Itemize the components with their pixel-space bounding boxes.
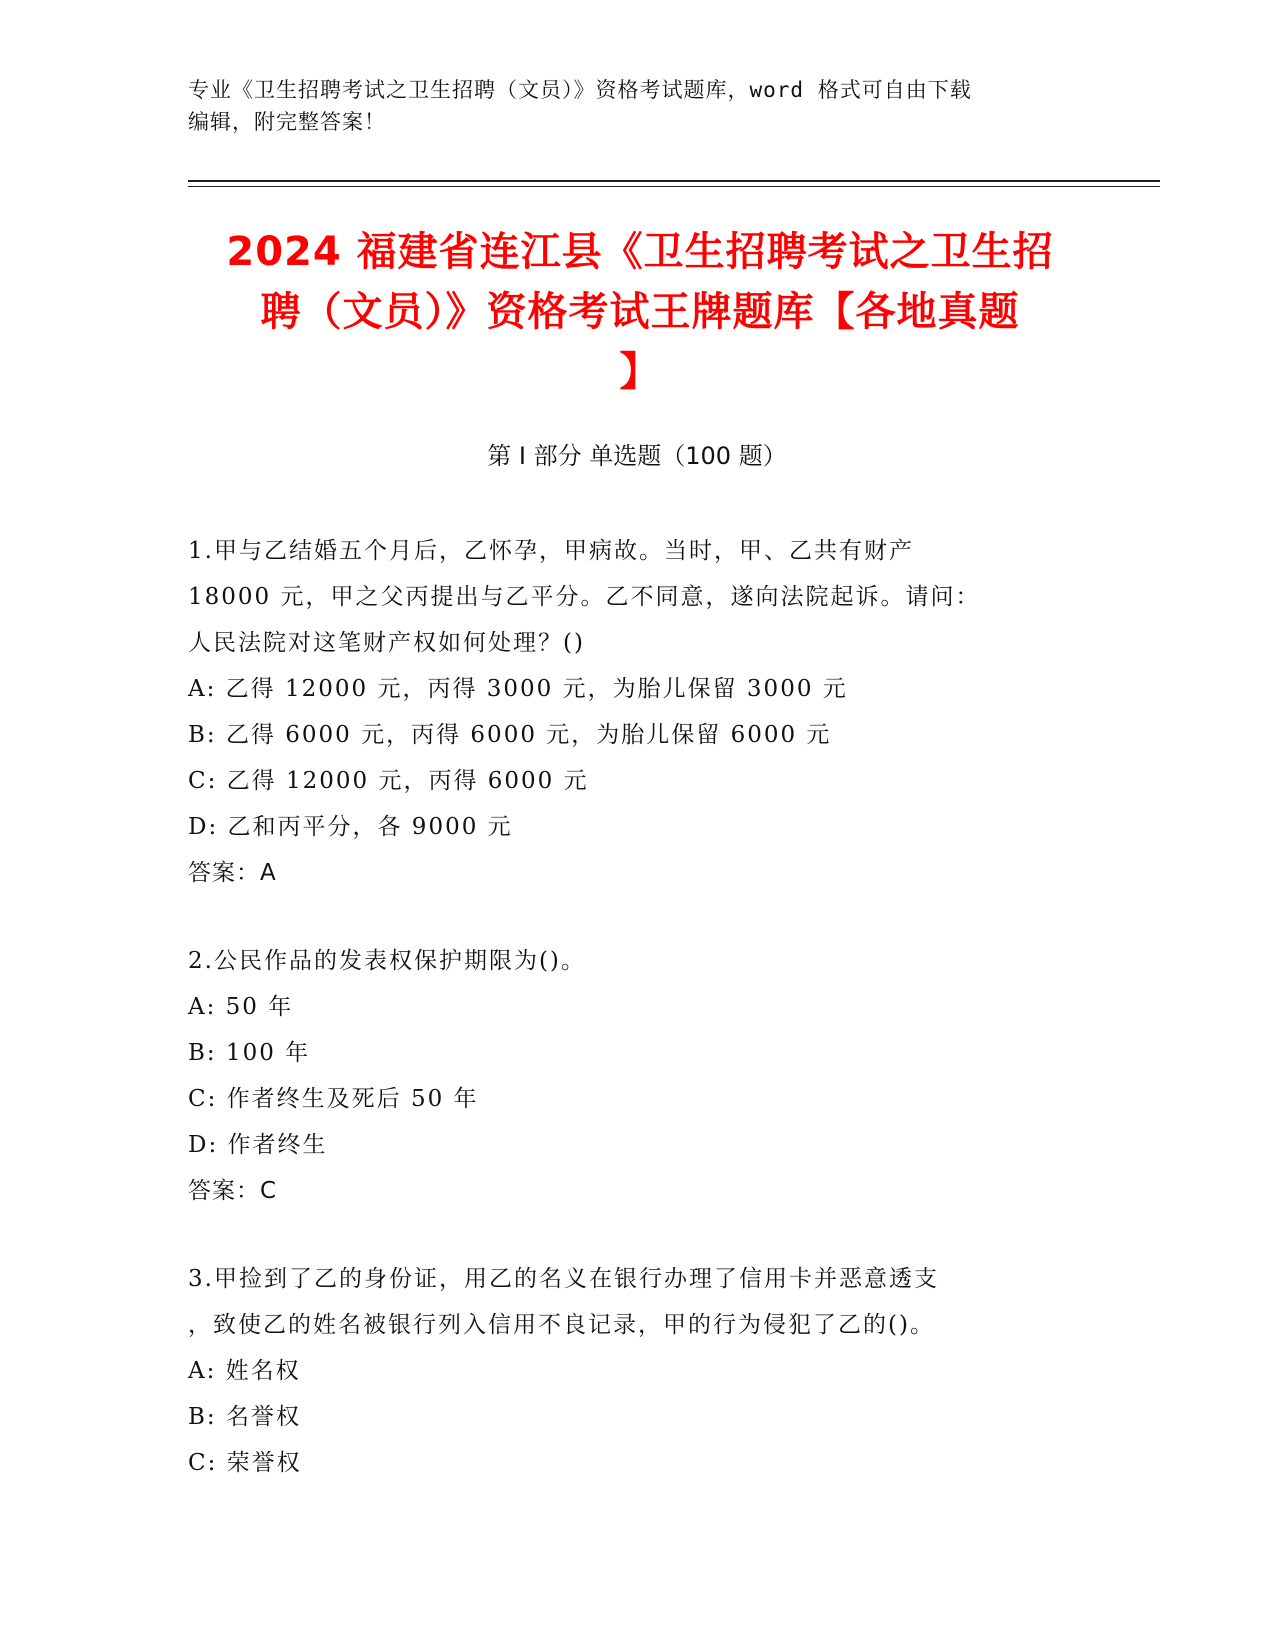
option-a: A: 50 年 [188, 994, 294, 1020]
question-list [188, 528, 1088, 1528]
option-d: D: 乙和丙平分，各 9000 元 [188, 814, 513, 840]
document-title [170, 222, 1110, 402]
title-line-2: 聘（文员）》资格考试王牌题库【各地真题 [260, 289, 1020, 335]
question-1 [188, 528, 1088, 896]
option-a: A: 乙得 12000 元，丙得 3000 元，为胎儿保留 3000 元 [188, 676, 848, 702]
question-stem-line: 3.甲捡到了乙的身份证，用乙的名义在银行办理了信用卡并恶意透支 [188, 1266, 939, 1292]
header-divider-thick [188, 180, 1160, 182]
option-b: B: 名誉权 [188, 1404, 301, 1430]
question-stem-line: 人民法院对这笔财产权如何处理？() [188, 630, 585, 656]
answer-line: 答案：A [188, 860, 277, 886]
option-c: C: 作者终生及死后 50 年 [188, 1086, 479, 1112]
answer-line: 答案：C [188, 1178, 278, 1204]
option-d: D: 作者终生 [188, 1132, 328, 1158]
question-stem-line: 18000 元，甲之父丙提出与乙平分。乙不同意，遂向法院起诉。请问： [188, 584, 981, 610]
option-a: A: 姓名权 [188, 1358, 301, 1384]
header-divider-thin [188, 186, 1160, 187]
section-heading: 第 I 部分 单选题（100 题） [487, 442, 787, 470]
option-c: C: 荣誉权 [188, 1450, 302, 1476]
option-b: B: 乙得 6000 元，丙得 6000 元，为胎儿保留 6000 元 [188, 722, 832, 748]
title-line-3: 】 [619, 349, 661, 395]
header-note-line-1: 专业《卫生招聘考试之卫生招聘（文员）》资格考试题库，word 格式可自由下载 [188, 78, 972, 102]
question-stem-line: ，致使乙的姓名被银行列入信用不良记录，甲的行为侵犯了乙的()。 [188, 1312, 935, 1338]
question-2 [188, 938, 1088, 1214]
title-line-1: 2024 福建省连江县《卫生招聘考试之卫生招 [226, 229, 1054, 275]
header-note [188, 74, 1088, 138]
question-stem-line: 1.甲与乙结婚五个月后，乙怀孕，甲病故。当时，甲、乙共有财产 [188, 538, 914, 564]
question-stem-line: 2.公民作品的发表权保护期限为()。 [188, 948, 586, 974]
header-note-line-2: 编辑，附完整答案！ [188, 110, 386, 134]
option-c: C: 乙得 12000 元，丙得 6000 元 [188, 768, 589, 794]
option-b: B: 100 年 [188, 1040, 311, 1066]
question-3 [188, 1256, 1088, 1486]
